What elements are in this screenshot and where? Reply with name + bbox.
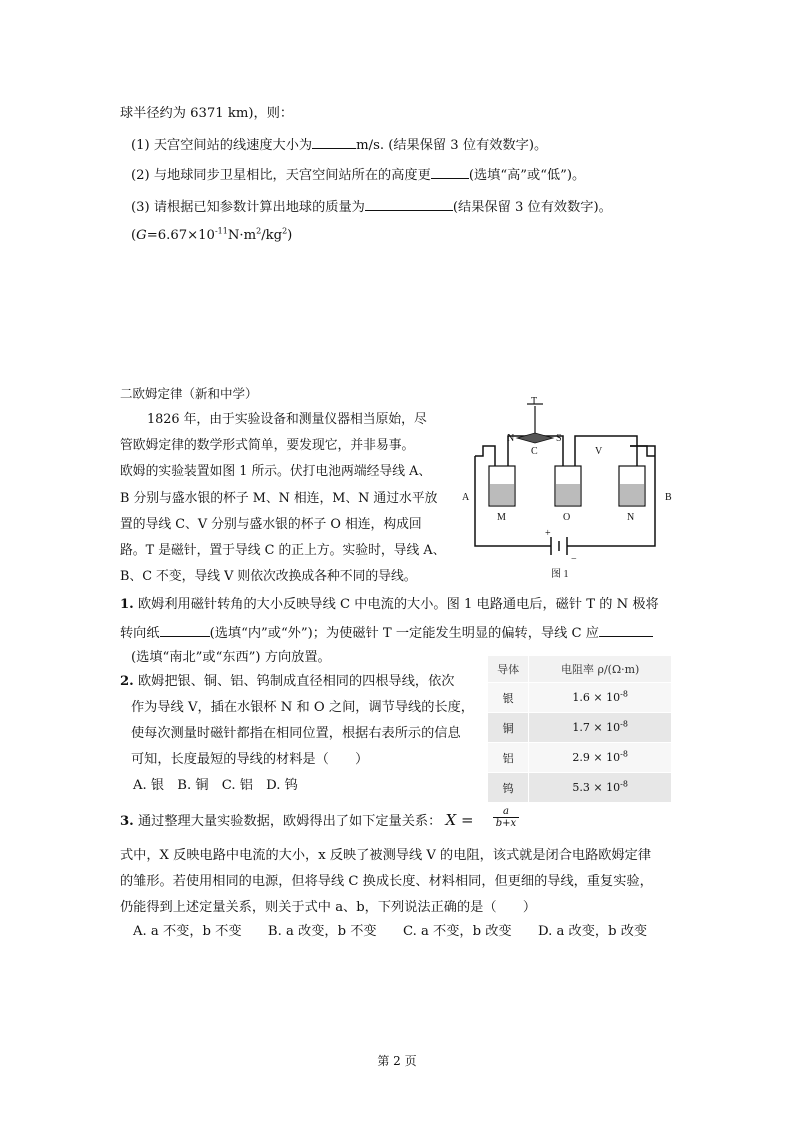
label-b: B: [665, 492, 672, 503]
question-text: 通过整理大量实验数据，欧姆得出了如下定量关系：: [137, 814, 442, 829]
formula-x: X: [445, 811, 457, 829]
question-1-text: (1) 天宫空间站的线速度大小为: [131, 138, 313, 153]
label-a: A: [462, 492, 470, 503]
answer-blank[interactable]: [431, 164, 469, 179]
label-n: N: [507, 433, 515, 444]
label-t: T: [531, 396, 538, 407]
label-n2: N: [627, 512, 635, 523]
ohm-q2-line2: 作为导线 V，插在水银杯 N 和 O 之间，调节导线的长度，: [131, 700, 474, 715]
ohm-q1-line3: (选填“南北”或“东西”) 方向放置。: [131, 650, 331, 665]
table-header-material: 导体: [488, 656, 529, 683]
label-v: V: [595, 446, 603, 457]
circuit-figure: [455, 396, 695, 581]
ohm-q2-line4: 可知，长度最短的导线的材料是（ ）: [131, 752, 369, 767]
intro-line: 球半径约为 6371 km)，则：: [120, 106, 294, 121]
ohm-q1-line2: [120, 622, 653, 644]
label-o: O: [563, 512, 571, 523]
table-header-row: [488, 656, 672, 683]
gravitational-constant: [131, 226, 292, 246]
g-exponent: -11: [214, 226, 228, 236]
intro-paragraph-line: 欧姆的实验装置如图 1 所示。伏打电池两端经导线 A、: [120, 464, 432, 479]
resistivity-value: 2.9 × 10: [572, 751, 621, 764]
page-footer: 第 2 页: [377, 1054, 417, 1068]
label-minus: −: [571, 554, 577, 565]
question-3-line: [131, 196, 612, 218]
intro-paragraph-line: 管欧姆定律的数学形式简单，要发现它，并非易事。: [120, 438, 415, 453]
g-unit: N·m: [227, 228, 257, 243]
material-cell: 银: [488, 683, 529, 713]
paren-open: (: [131, 228, 137, 243]
fraction-denominator: b+x: [495, 818, 517, 829]
intro-paragraph-line: 置的导线 C、V 分别与盛水银的杯子 O 相连，构成回: [120, 517, 422, 532]
g-unit-exp: 2: [282, 226, 288, 236]
ohm-q3-line2: 式中，X 反映电路中电流的大小，x 反映了被测导线 V 的电阻，该式就是闭合电路欧姆定律: [120, 848, 652, 863]
resistivity-exponent: -8: [620, 719, 628, 729]
table-row: [488, 773, 672, 803]
answer-blank[interactable]: [160, 622, 210, 637]
g-value: =6.67×10: [146, 228, 215, 243]
section-heading: 二欧姆定律（新和中学）: [120, 386, 258, 401]
question-text: (选填“内”或“外”)；为使磁针 T 一定能发生明显的偏转，导线 C 应: [209, 626, 599, 641]
ohm-q3-options[interactable]: A. a 不变，b 不变 B. a 改变，b 不变 C. a 不变，b 改变 D. a 改变，b 改变: [133, 924, 648, 939]
intro-paragraph-line: B 分别与盛水银的杯子 M、N 相连，M、N 通过水平放: [120, 491, 438, 506]
intro-paragraph-line: 路。T 是磁针，置于导线 C 的正上方。实验时，导线 A、: [120, 543, 446, 558]
fraction-numerator: a: [493, 806, 519, 818]
answer-blank[interactable]: [312, 134, 356, 149]
g-unit-exp: 2: [256, 226, 262, 236]
question-3-tail: (结果保留 3 位有效数字)。: [452, 200, 612, 215]
table-row: [488, 713, 672, 743]
ohm-q2-line3: 使每次测量时磁针都指在相同位置，根据右表所示的信息: [131, 726, 461, 741]
label-s: S: [556, 433, 562, 444]
question-2-line: [131, 164, 585, 186]
question-number: 1.: [120, 597, 134, 612]
question-1-line: [131, 134, 547, 156]
resistivity-cell: [529, 773, 672, 803]
resistivity-exponent: -8: [620, 779, 628, 789]
ohm-q3-line4: 仍能得到上述定量关系，则关于式中 a、b，下列说法正确的是（ ）: [120, 900, 537, 915]
question-1-tail: m/s. (结果保留 3 位有效数字)。: [356, 138, 548, 153]
question-2-tail: (选填“高”或“低”)。: [468, 168, 586, 183]
resistivity-value: 1.7 × 10: [572, 721, 621, 734]
question-2-text: (2) 与地球同步卫星相比，天宫空间站所在的高度更: [131, 168, 431, 183]
material-cell: 铜: [488, 713, 529, 743]
question-number: 2.: [120, 674, 134, 689]
label-m: M: [497, 512, 506, 523]
figure-caption: 图 1: [551, 569, 569, 580]
resistivity-value: 1.6 × 10: [572, 691, 621, 704]
paren-close: ): [287, 228, 293, 243]
question-text: 欧姆把银、铜、铝、钨制成直径相同的四根导线，依次: [137, 674, 455, 689]
answer-blank[interactable]: [365, 196, 453, 211]
answer-blank[interactable]: [599, 622, 653, 637]
g-symbol: G: [136, 228, 147, 243]
formula-fraction: [493, 806, 519, 829]
ohm-q1-line1: [120, 595, 659, 615]
resistivity-cell: [529, 713, 672, 743]
intro-paragraph-line: B、C 不变，导线 V 则依次改换成各种不同的导线。: [120, 569, 417, 584]
label-c: C: [531, 446, 538, 457]
material-cell: 铝: [488, 743, 529, 773]
label-plus: +: [545, 528, 551, 539]
ohm-q2-options[interactable]: A. 银 B. 铜 C. 铝 D. 钨: [133, 778, 298, 793]
resistivity-table: [487, 655, 672, 803]
g-unit-kg: /kg: [261, 228, 283, 243]
ohm-q3-line3: 的雏形。若使用相同的电源，但将导线 C 换成长度、材料相同，但更细的导线，重复实验，: [120, 874, 653, 889]
ohm-q3-line1: [120, 810, 474, 832]
question-text: 欧姆利用磁针转角的大小反映导线 C 中电流的大小。图 1 电路通电后，磁针 T 的 N 极将: [137, 597, 659, 612]
question-number: 3.: [120, 814, 134, 829]
resistivity-cell: [529, 683, 672, 713]
intro-paragraph-line: 1826 年，由于实验设备和测量仪器相当原始，尽: [147, 412, 427, 427]
ohm-q2-line1: [120, 672, 454, 692]
resistivity-cell: [529, 743, 672, 773]
table-header-resistivity: 电阻率 ρ/(Ω·m): [529, 656, 672, 683]
formula-equals: =: [456, 811, 474, 829]
resistivity-exponent: -8: [620, 689, 628, 699]
resistivity-exponent: -8: [620, 749, 628, 759]
table-row: [488, 683, 672, 713]
question-text: 转向纸: [120, 626, 160, 641]
resistivity-value: 5.3 × 10: [572, 781, 621, 794]
material-cell: 钨: [488, 773, 529, 803]
table-row: [488, 743, 672, 773]
question-3-text: (3) 请根据已知参数计算出地球的质量为: [131, 200, 365, 215]
